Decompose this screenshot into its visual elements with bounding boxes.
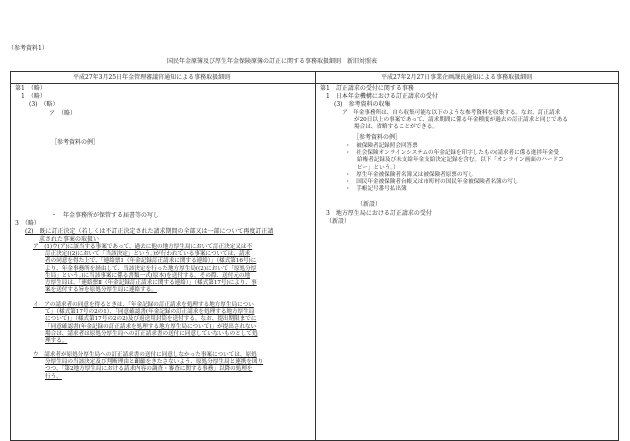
right-column-header: 平成27年2月27日事業企画課長通知による事務取扱細則	[381, 74, 533, 81]
left-column-header: 平成27年3月25日年金管理審議官通知による事務取扱細則	[73, 74, 231, 81]
text-line: て」（様式第17号の2の1）、「同意確認書(年金記録の訂正請求を処理する地方厚生局	[45, 309, 255, 316]
text-line: イ アの請求者の同意を得るときは、「年金記録の訂正請求を処理する地方厚生局につい	[33, 302, 254, 308]
text-line: つつ、「第2地方厚生局における請求内容の調査・審査に関する事務」以降の処理を	[45, 366, 253, 373]
text-line: より、年金事務所を経由して、当該決定を行った地方厚生局((2)において「原処分厚	[45, 265, 257, 272]
text-line: 場合は、請求者は原処分厚生局への訂正請求書の送付に同意していないものとして処	[45, 330, 258, 337]
left-para-i	[33, 302, 258, 345]
bullet-item: ・ 社会保険オンラインシステムの年金記録を印字したもの(請求者に係る進捗年金受	[345, 150, 559, 157]
right-reference-example-label: ［参考資料の例］	[353, 134, 402, 141]
reference-label: （参考資料1）	[8, 45, 48, 52]
text-line: (2) 既に訂正決定（若しくは不訂正決定された請求期間の全部又は一部について再度訂正請	[25, 228, 274, 235]
right-item-1: 1 日本年金機構における訂正請求の受付	[326, 93, 438, 100]
left-para-a	[33, 244, 257, 294]
text-line: 方厚生局は、「連絡票Ⅱ（年金記録訂正請求に関する連絡）」（様式第17号)により、事	[45, 280, 257, 287]
text-line: 場合は、省略することができる。	[354, 124, 438, 131]
text-line: について)」（様式第17号の2の2)及び返送用封筒を送付する。なお、提出期限までに	[45, 316, 257, 323]
text-line: 理する。	[45, 338, 68, 345]
header-divider	[11, 83, 618, 84]
bullet-item-continued: ピー」という。）	[357, 164, 399, 171]
text-line: ア (1)ウ(ア)に該当する事案であって、過去に他の地方厚生局において訂正決定又は不	[33, 244, 253, 250]
text-line: 行う。	[45, 373, 62, 380]
right-section-1: 第1 訂正請求の受付に関する事務	[320, 85, 414, 92]
right-para-a	[342, 110, 568, 132]
text-line: 案を送付する旨を原処分厚生局に連絡する。	[45, 287, 157, 294]
text-line: 生局」という。)に当該事案に係る書類一式(原本)を送付する。その際、送付元の地	[45, 272, 251, 279]
right-new-entry-2: （新設）	[326, 218, 351, 225]
text-line: 求された事案の取扱い	[39, 236, 100, 243]
text-line: 訂正決定((2)において「当該決定」という。)が行われている事案については、請求	[45, 251, 251, 258]
left-bullet-office-copies: ・ 年金事務所が保管する届書等の写し	[51, 212, 160, 219]
document-title: 国民年金原簿及び厚生年金保険原簿の訂正に関する事務取扱細則 新旧対照表	[167, 58, 378, 65]
right-reference-bullets	[345, 143, 564, 193]
left-item-3: (3) （略）	[29, 101, 59, 108]
comparison-table	[10, 71, 619, 441]
left-item-a: ア （略）	[49, 110, 77, 117]
bullet-item: ・ 被保険者記録照会回答票	[345, 143, 418, 149]
bullet-item: ・ 国民年金被保険者台帳又は市町村の国民年金被保険者名簿の写し	[345, 179, 519, 186]
left-reference-example-label: ［参考資料の例］	[51, 139, 100, 146]
left-para-u	[33, 352, 263, 381]
bullet-item-continued: 給権者記録及び未支給年金支給決定記録を含む。以下「オンライン画面のハードコ	[357, 157, 564, 164]
text-line: ウ 請求者が原処分厚生局への訂正請求書の送付に同意しなかった事案については、原処	[33, 352, 257, 358]
right-item-3-regional: 3 地方厚生局における訂正請求の受付	[326, 210, 432, 217]
right-item-3: (3) 参考資料の収集	[334, 101, 391, 108]
text-line: が20日以上の事案であって、請求期間に係る年金種度が過去の訂正請求と同じである	[354, 117, 568, 124]
text-line: 者の同意を得た上で、「連絡票1（年金記録訂正請求に関する連絡）」（様式第16号)に	[45, 258, 257, 265]
column-divider	[315, 72, 316, 440]
left-section-1: 第1 （略）	[15, 85, 46, 92]
bullet-item: ・ 手帳記号番号払出簿	[345, 186, 407, 193]
left-item-3-omitted: 3 （略）	[15, 220, 40, 227]
left-para-2	[25, 228, 273, 244]
text-line: 分厚生局の当該決定及び判断理由と齟齬をきたさないよう、原処分厚生局と連携を図り	[45, 359, 264, 366]
text-line: ア 年金事務所は、自ら収集可能な以下のような参考資料を収集する。なお、訂正請求	[342, 110, 561, 116]
bullet-item: ・ 厚生年金被保険者名簿又は被保険者原票の写し	[345, 171, 474, 178]
left-item-1: 1 （略）	[21, 93, 46, 100]
text-line: 「同意確認書(年金記録の訂正請求を処理する地方厚生局について)」が提出されない	[45, 323, 257, 330]
right-new-entry-1: （新設）	[357, 201, 382, 208]
